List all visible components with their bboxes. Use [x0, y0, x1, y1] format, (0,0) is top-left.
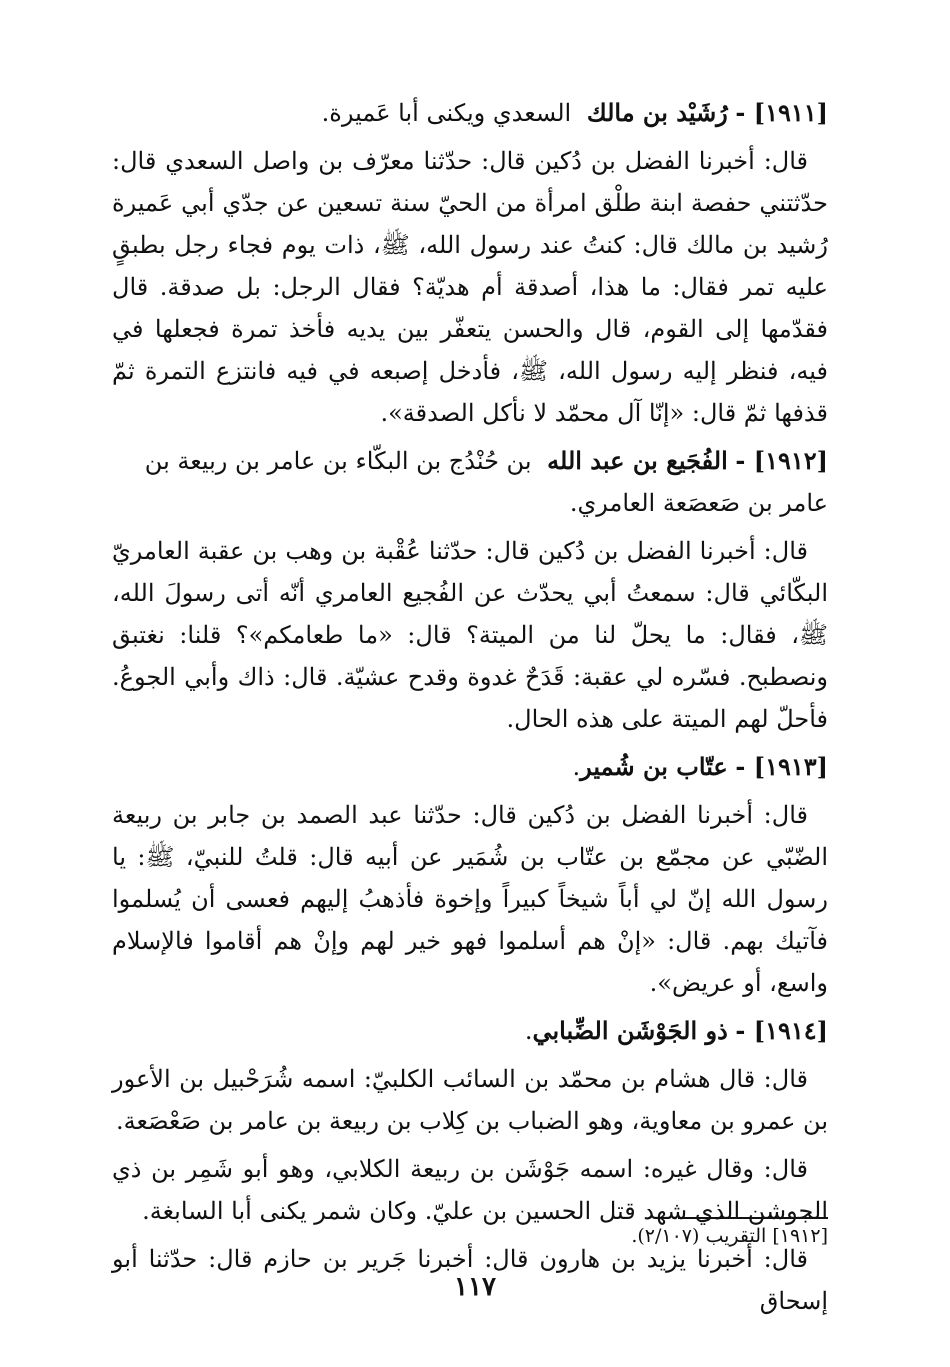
entry-number: [١٩١٤] -	[735, 1016, 828, 1045]
entry-number: [١٩١١] -	[735, 98, 828, 127]
entry-heading	[112, 92, 828, 134]
entry-paragraph: قال: أخبرنا يزيد بن هارون قال: أخبرنا جَرير بن حازم قال: حدّثنا أبو إسحاق	[112, 1245, 828, 1315]
page-number: ١١٧	[454, 1272, 496, 1302]
footnote: [١٩١٢] التقريب (٢/١٠٧).	[631, 1225, 828, 1247]
page-body	[112, 92, 828, 1328]
entry-name: عتّاب بن شُمير	[580, 752, 728, 781]
entry-heading	[112, 746, 828, 788]
entry-name: ذو الجَوْشَن الضِّبابي	[532, 1016, 728, 1045]
footnote-divider	[678, 1217, 828, 1219]
entry-subtitle: .	[524, 1017, 533, 1045]
entry-subtitle: .	[572, 753, 581, 781]
entry-name: رُشَيْد بن مالك	[586, 98, 728, 127]
entry-number: [١٩١٢] -	[735, 446, 828, 475]
entry-paragraph: قال: أخبرنا الفضل بن دُكين قال: حدّثنا معرّف بن واصل السعدي قال: حدّثتني حفصة ابنة طلْق امرأة من الحيّ سنة تسعين عن جدّي أبي عَميرة رُشيد بن مالك قال: كنتُ عند رسول الله، ﷺ، ذات يوم فجاء رجل بطبقٍ عليه تمر فقال: ما هذا، أصدقة أم هديّة؟ فقال الرجل: بل صدقة. قال فقدّمها إلى القوم، قال والحسن يتعفّر بين يديه فأخذ تمرة فجعلها في فيه، فنظر إليه رسول الله، ﷺ، فأدخل إصبعه في فيه فانتزع التمرة ثمّ قذفها ثمّ قال: «إنّا آل محمّد لا نأكل الصدقة».	[112, 147, 828, 427]
entry-paragraph: قال: قال هشام بن محمّد بن السائب الكلبيّ: اسمه شُرَحْبيل بن الأعور بن عمرو بن معاوية، وهو الضباب بن كِلاب بن ربيعة بن عامر بن صَعْصَعة.	[112, 1065, 828, 1135]
entry-subtitle: بن حُنْدُج بن البكّاء بن عامر بن ربيعة بن عامر بن صَعصَعة العامري.	[144, 447, 828, 517]
entry-subtitle: السعدي ويكنى أبا عَميرة.	[321, 99, 572, 127]
entry-name: الفُجَيع بن عبد الله	[547, 446, 728, 475]
entry-number: [١٩١٣] -	[735, 752, 828, 781]
entry-heading	[112, 440, 828, 524]
entry-paragraph: قال: أخبرنا الفضل بن دُكين قال: حدّثنا عبد الصمد بن جابر بن ربيعة الضّبّي عن مجمّع بن عتّاب بن شُمَير عن أبيه قال: قلتُ للنبيّ، ﷺ: يا رسول الله إنّ لي أباً شيخاً كبيراً وإخوة فأذهبُ إليهم فعسى أن يُسلموا فآتيك بهم. قال: «إنْ هم أسلموا فهو خير لهم وإنْ هم أقاموا فالإسلام واسع، أو عريض».	[112, 801, 828, 997]
entry-heading	[112, 1010, 828, 1052]
entry-paragraph: قال: وقال غيره: اسمه جَوْشَن بن ربيعة الكلابي، وهو أبو شَمِر بن ذي الجوشن الذي شهد قتل الحسين بن عليّ. وكان شمر يكنى أبا السابغة.	[112, 1155, 828, 1225]
entry-paragraph: قال: أخبرنا الفضل بن دُكين قال: حدّثنا عُقْبة بن وهب بن عقبة العامريّ البكّائي قال: سمعتُ أبي يحدّث عن الفُجيع العامري أنّه أتى رسولَ الله، ﷺ، فقال: ما يحلّ لنا من الميتة؟ قال: «ما طعامكم»؟ قلنا: نغتبق ونصطبح. فسّره لي عقبة: قَدَحٌ غدوة وقدح عشيّة. قال: ذاك وأبي الجوعُ. فأحلّ لهم الميتة على هذه الحال.	[112, 537, 828, 733]
